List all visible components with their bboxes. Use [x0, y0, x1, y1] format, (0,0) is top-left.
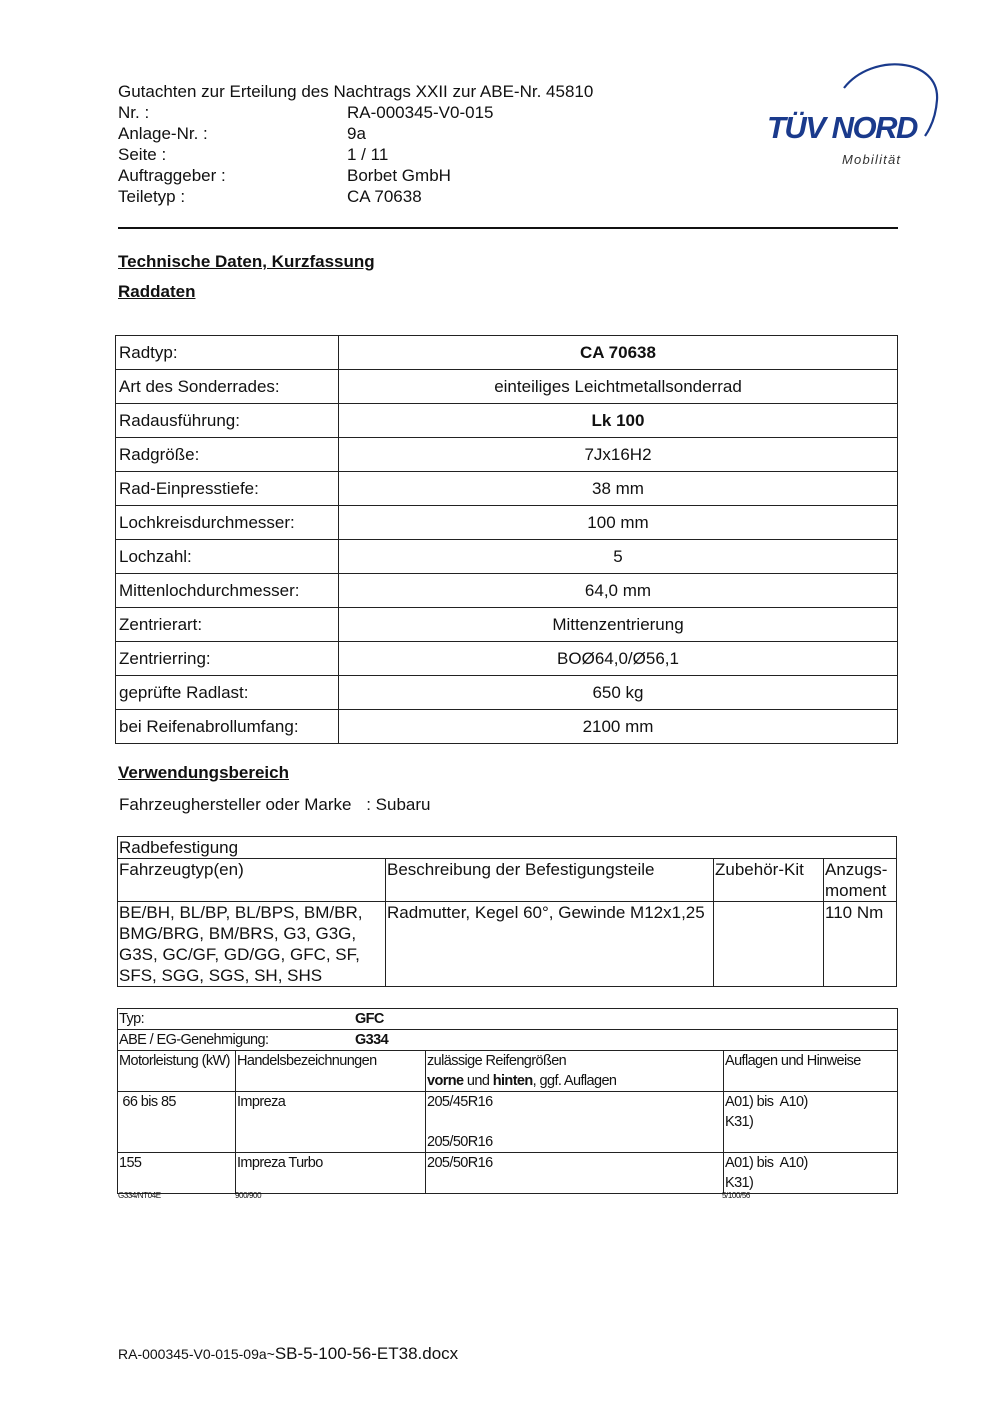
engine-power-cell: 155 [118, 1153, 236, 1194]
tire-header-rear: hinten [492, 1073, 533, 1089]
manufacturer-value: Subaru [375, 795, 431, 814]
header-label: Nr. : [118, 103, 150, 122]
table-header-row [118, 859, 897, 902]
footer-code-left: G334/NT04E [118, 1191, 161, 1200]
raddaten-label: Zentrierring: [116, 642, 339, 676]
raddaten-row [116, 438, 898, 472]
raddaten-row [116, 472, 898, 506]
raddaten-value: einteiliges Leichtmetallsonderrad [339, 370, 898, 404]
section-heading-raddaten: Raddaten [118, 282, 196, 301]
raddaten-row [116, 404, 898, 438]
typ-table [117, 1008, 898, 1194]
tire-header-a: zulässige Reifengrößen [427, 1053, 567, 1069]
torque-cell: 110 Nm [824, 902, 897, 987]
engine-power-cell: 66 bis 85 [118, 1092, 236, 1153]
table-row [118, 1009, 898, 1030]
raddaten-row [116, 370, 898, 404]
vehicle-types-cell: BE/BH, BL/BP, BL/BPS, BM/BR, BMG/BRG, BM/BRS, G3, G3G, G3S, GC/GF, GD/GG, GFC, SF, SFS, SGG, SGS, SH, SHS [118, 902, 386, 987]
tire-size: 205/50R16 [427, 1134, 493, 1150]
tire-header-and: und [463, 1073, 493, 1089]
footer-code-mid: 900/900 [235, 1191, 262, 1200]
document-filename [118, 1344, 458, 1364]
header-value: CA 70638 [347, 187, 422, 206]
raddaten-label: Lochkreisdurchmesser: [116, 506, 339, 540]
table-row [118, 1092, 898, 1153]
footer-code-right: 5/100/56 [722, 1191, 750, 1200]
tire-header-front: vorne [427, 1073, 464, 1089]
abe-row [118, 1030, 898, 1051]
section-heading-verwendungsbereich: Verwendungsbereich [118, 763, 289, 782]
header-row-teiletyp [118, 186, 593, 207]
column-header: Motorleistung (kW) [118, 1051, 236, 1092]
raddaten-value: 650 kg [339, 676, 898, 710]
raddaten-label: Lochzahl: [116, 540, 339, 574]
raddaten-label: Zentrierart: [116, 608, 339, 642]
raddaten-row [116, 608, 898, 642]
tire-header-b: , ggf. Auflagen [532, 1073, 617, 1089]
condition-text: A01) bis A10) [725, 1094, 808, 1110]
document-title: Gutachten zur Erteilung des Nachtrags XXII zur ABE-Nr. 45810 [118, 82, 594, 101]
logo-sub-text: Mobilität [842, 152, 902, 167]
table-header-row [118, 1051, 898, 1092]
table-row [118, 1153, 898, 1194]
header-label: Teiletyp : [118, 187, 186, 206]
raddaten-row [116, 710, 898, 744]
raddaten-value: 64,0 mm [339, 574, 898, 608]
raddaten-row [116, 336, 898, 370]
condition-text: K31) [725, 1114, 754, 1130]
radbefestigung-title: Radbefestigung [118, 837, 897, 859]
raddaten-label: Radausführung: [116, 404, 339, 438]
raddaten-row [116, 540, 898, 574]
header-row-nr [118, 102, 593, 123]
raddaten-value: CA 70638 [339, 336, 898, 370]
condition-text: A01) bis A10) [725, 1155, 808, 1171]
raddaten-label: Mittenlochdurchmesser: [116, 574, 339, 608]
conditions-cell [724, 1092, 898, 1153]
raddaten-value: Lk 100 [339, 404, 898, 438]
column-header: Beschreibung der Befestigungsteile [386, 859, 714, 902]
abe-label: ABE / EG-Genehmigung: [119, 1032, 269, 1048]
section-heading-technische-daten: Technische Daten, Kurzfassung [118, 252, 375, 271]
table-row [118, 837, 897, 859]
raddaten-row [116, 506, 898, 540]
raddaten-value: Mittenzentrierung [339, 608, 898, 642]
raddaten-value: 5 [339, 540, 898, 574]
raddaten-label: Rad-Einpresstiefe: [116, 472, 339, 506]
typ-label: Typ: [119, 1011, 144, 1027]
raddaten-value: 100 mm [339, 506, 898, 540]
table-row [118, 902, 897, 987]
tire-sizes-cell [426, 1153, 724, 1194]
column-header: Zubehör-Kit [714, 859, 824, 902]
vehicle-manufacturer [119, 795, 430, 815]
column-header: Auflagen und Hinweise [724, 1051, 898, 1092]
trade-name-cell: Impreza [236, 1092, 426, 1153]
table-row [118, 1030, 898, 1051]
column-header-tires [426, 1051, 724, 1092]
fastener-description-cell: Radmutter, Kegel 60°, Gewinde M12x1,25 [386, 902, 714, 987]
abe-value: G334 [355, 1032, 389, 1048]
header-value: Borbet GmbH [347, 166, 451, 185]
typ-row [118, 1009, 898, 1030]
filename-suffix: SB-5-100-56-ET38.docx [274, 1344, 459, 1363]
raddaten-row [116, 642, 898, 676]
column-header: Handelsbezeichnungen [236, 1051, 426, 1092]
raddaten-row [116, 676, 898, 710]
raddaten-table [115, 335, 898, 744]
header-value: 9a [347, 124, 366, 143]
typ-value: GFC [355, 1011, 384, 1027]
header-label: Auftraggeber : [118, 166, 226, 185]
header-value: 1 / 11 [347, 145, 389, 164]
document-header [118, 81, 593, 207]
column-header: Fahrzeugtyp(en) [118, 859, 386, 902]
raddaten-label: Radgröße: [116, 438, 339, 472]
header-row-anlage [118, 123, 593, 144]
tire-sizes-cell [426, 1092, 724, 1153]
filename-prefix: RA-000345-V0-015-09a~ [118, 1346, 275, 1362]
raddaten-label: Radtyp: [116, 336, 339, 370]
header-row-auftraggeber [118, 165, 593, 186]
tuev-nord-logo [762, 58, 942, 170]
raddaten-value: BOØ64,0/Ø56,1 [339, 642, 898, 676]
header-label: Seite : [118, 145, 167, 164]
tire-size: 205/50R16 [427, 1155, 493, 1171]
raddaten-value: 7Jx16H2 [339, 438, 898, 472]
raddaten-row [116, 574, 898, 608]
conditions-cell [724, 1153, 898, 1194]
header-row-seite [118, 144, 593, 165]
raddaten-value: 2100 mm [339, 710, 898, 744]
header-label: Anlage-Nr. : [118, 124, 208, 143]
tire-size: 205/45R16 [427, 1094, 493, 1110]
logo-brand-text: TÜV NORD [767, 110, 917, 145]
header-divider [118, 227, 898, 229]
raddaten-label: bei Reifenabrollumfang: [116, 710, 339, 744]
raddaten-label: Art des Sonderrades: [116, 370, 339, 404]
raddaten-value: 38 mm [339, 472, 898, 506]
radbefestigung-table [117, 836, 897, 987]
accessory-kit-cell [714, 902, 824, 987]
manufacturer-label: Fahrzeughersteller oder Marke [119, 795, 352, 814]
header-value: RA-000345-V0-015 [347, 103, 494, 122]
column-header: Anzugs-moment [824, 859, 897, 902]
manufacturer-separator: : [366, 795, 371, 814]
trade-name-cell: Impreza Turbo [236, 1153, 426, 1194]
condition-text: K31) [725, 1175, 754, 1191]
raddaten-label: geprüfte Radlast: [116, 676, 339, 710]
